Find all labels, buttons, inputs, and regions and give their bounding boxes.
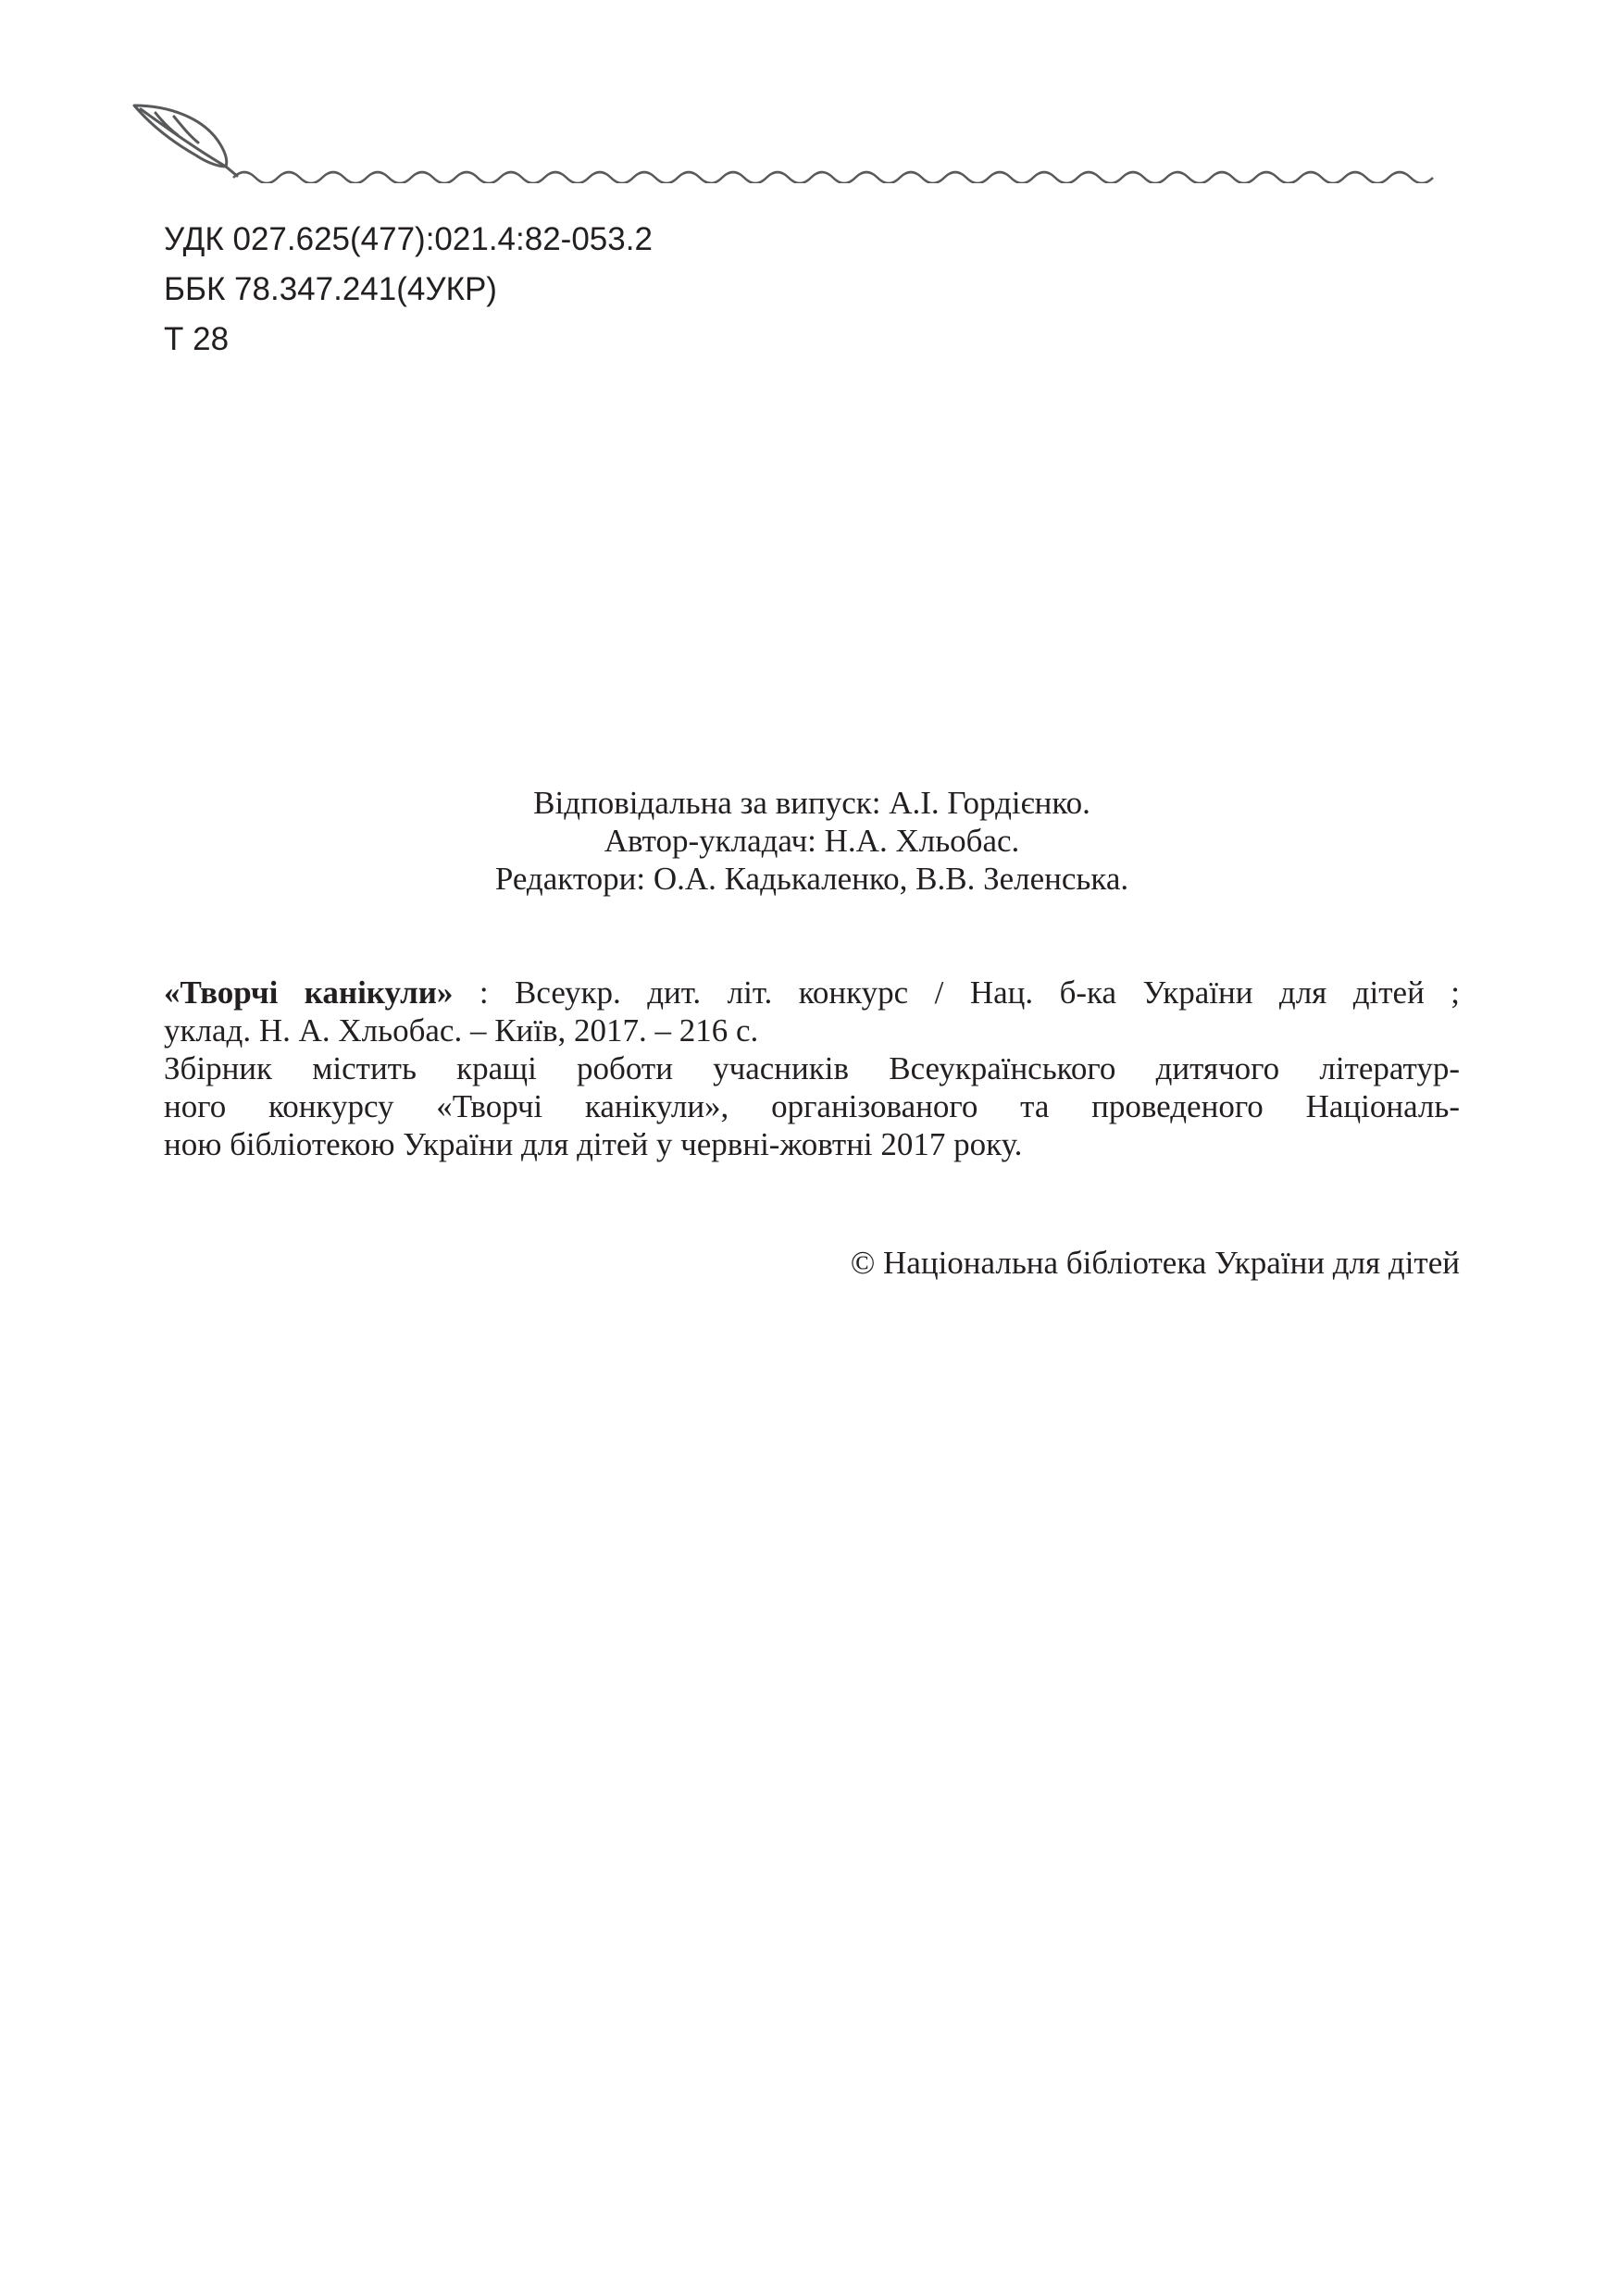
- responsible-line: Відповідальна за випуск: А.І. Гордієнко.: [533, 785, 1090, 821]
- bib-line-1: [164, 974, 1460, 1011]
- quill-feather-icon: [134, 105, 237, 176]
- summary-line-3: ною бібліотекою України для дітей у червні-жовтні 2017 року.: [164, 1126, 1023, 1162]
- bbk-code: ББК 78.347.241(4УКР): [164, 271, 497, 307]
- credits-block: [164, 784, 1460, 898]
- bib-line-1-rest: : Всеукр. дит. літ. конкурс / Нац. б-ка України для дітей ;: [453, 974, 1460, 1011]
- compiler-line: Автор-укладач: Н.А. Хльобас.: [604, 823, 1020, 859]
- header-ornament: [130, 100, 1463, 183]
- book-title: «Творчі канікули»: [164, 974, 454, 1011]
- bibliographic-description: [164, 974, 1460, 1163]
- summary-line-2: ного конкурсу «Творчі канікули», організованого та проведеного Національ-: [164, 1088, 1460, 1124]
- copyright-line: © Національна бібліотека України для дітей: [850, 1245, 1460, 1281]
- wavy-divider: [233, 172, 1433, 183]
- classification-block: [164, 215, 653, 365]
- editors-line: Редактори: О.А. Кадькаленко, В.В. Зеленська.: [494, 861, 1129, 897]
- bib-line-2: уклад. Н. А. Хльобас. – Київ, 2017. – 216 с.: [164, 1012, 759, 1049]
- summary-line-1: Збірник містить кращі роботи учасників Всеукраїнського дитячого літератур-: [164, 1050, 1460, 1086]
- author-mark: Т 28: [164, 321, 230, 357]
- udk-code: УДК 027.625(477):021.4:82-053.2: [164, 221, 653, 257]
